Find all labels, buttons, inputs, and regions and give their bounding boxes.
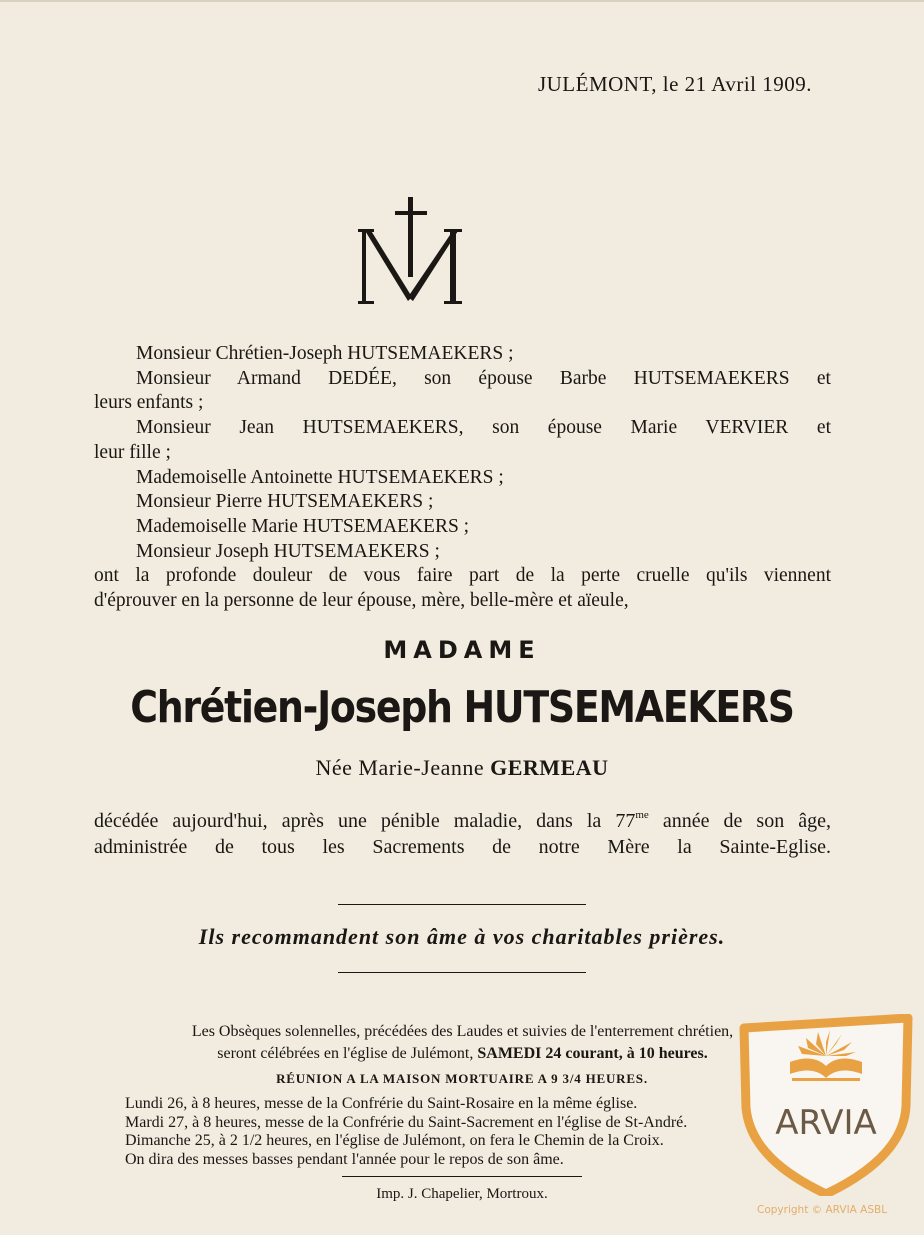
divider (342, 1176, 582, 1177)
death-details (94, 802, 831, 860)
copyright-notice: Copyright © ARVIA ASBL (757, 1204, 888, 1216)
family-line: Mademoiselle Marie HUTSEMAEKERS ; (136, 515, 470, 537)
masses-list (125, 1095, 825, 1169)
funeral-line: seront célébrées en l'église de Julémont, SAMEDI 24 courant, à 10 heures. (217, 1045, 708, 1062)
mass-line: Lundi 26, à 8 heures, messe de la Confrérie du Saint-Rosaire en la même église. (125, 1095, 638, 1112)
place-date-line (538, 72, 812, 97)
funeral-line: Les Obsèques solennelles, précédées des Laudes et suivies de l'enterrement chrétien, (191, 1023, 734, 1040)
divider (338, 972, 586, 973)
prayer-request: Ils recommandent son âme à vos charitables prières. (198, 924, 726, 949)
deceased-name: Chrétien-Joseph HUTSEMAEKERS (130, 682, 794, 733)
family-line: Monsieur Joseph HUTSEMAEKERS ; (136, 540, 440, 562)
mass-line: Mardi 27, à 8 heures, messe de la Confrérie du Saint-Sacrement en l'église de St-André. (125, 1113, 688, 1131)
maiden-name: Née Marie-Jeanne GERMEAU (315, 755, 609, 780)
family-line: leur fille ; (94, 441, 171, 463)
announcement-line: ont la profonde douleur de vous faire part de la perte cruelle qu'ils viennent (94, 565, 831, 587)
cross-monogram-icon (358, 197, 464, 309)
funeral-info (94, 1021, 831, 1065)
date: le 21 Avril 1909. (662, 72, 812, 96)
family-list (94, 342, 831, 614)
family-line: Monsieur Armand DEDÉE, son épouse Barbe HUTSEMAEKERS et (136, 367, 831, 389)
family-line: Mademoiselle Antoinette HUTSEMAEKERS ; (136, 466, 504, 488)
logo-text: ARVIA (775, 1103, 877, 1143)
mass-line: On dira des messes basses pendant l'année pour le repos de son âme. (125, 1150, 564, 1168)
place: JULÉMONT, (537, 72, 657, 96)
divider (338, 904, 586, 905)
printer-credit: Imp. J. Chapelier, Mortroux. (376, 1186, 548, 1202)
mass-line: Dimanche 25, à 2 1/2 heures, en l'église de Julémont, on fera le Chemin de la Croix. (125, 1132, 664, 1149)
death-line: décédée aujourd'hui, après une pénible maladie, dans la $77^{me}$ année de son âge, (94, 809, 831, 832)
family-line: leurs enfants ; (94, 392, 204, 414)
reunion-notice: RÉUNION A LA MAISON MORTUAIRE A 9 3/4 HEURES. (276, 1071, 648, 1086)
announcement-line: d'éprouver en la personne de leur épouse, mère, belle-mère et aïeule, (94, 590, 629, 612)
family-line: Monsieur Jean HUTSEMAEKERS, son épouse Marie VERVIER et (136, 417, 831, 439)
arvia-shield-logo-icon (738, 1014, 914, 1196)
family-line: Monsieur Pierre HUTSEMAEKERS ; (136, 491, 434, 513)
family-line: Monsieur Chrétien-Joseph HUTSEMAEKERS ; (136, 343, 514, 364)
sacraments-line: administrée de tous les Sacrements de notre Mère la Sainte-Eglise. (94, 836, 831, 858)
deceased-title: MADAME (383, 636, 541, 664)
